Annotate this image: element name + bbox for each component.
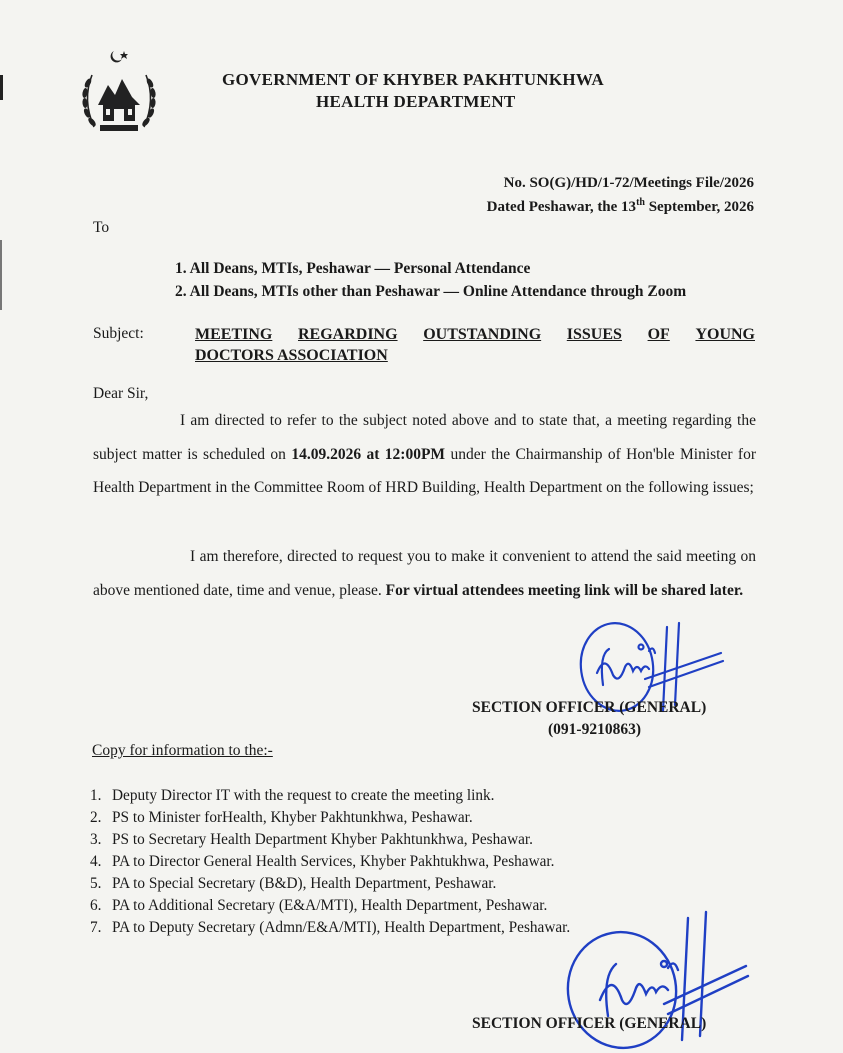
addressee-2: 2. All Deans, MTIs other than Peshawar — Online Attendance through Zoom [175,283,687,300]
copy-list-number: 5. [90,875,102,892]
subject-word: ISSUES [566,326,622,343]
scan-edge-mark [0,240,2,310]
copy-list-item [90,829,570,851]
subject-word: REGARDING [297,326,398,343]
subject-label: Subject: [93,325,144,342]
copy-list-number: 4. [90,853,102,870]
salutation: Dear Sir, [93,385,149,402]
subject-heading [195,324,755,366]
copy-list-item [90,807,570,829]
signature-1-phone: (091-9210863) [548,721,641,738]
copy-list-item [90,873,570,895]
copy-list-number: 2. [90,809,102,826]
body-paragraph-2: I am therefore, directed to request you to make it convenient to attend the said meeting on above mentioned date, time and venue, please. For virtual attendees meeting link will be shared later. [93,548,756,599]
copy-list-item [90,785,570,807]
copy-list-item [90,895,570,917]
to-label: To [93,219,110,236]
signature-2-title: SECTION OFFICER (GENERAL) [472,1015,707,1032]
copy-list-text: PA to Deputy Secretary (Admn/E&A/MTI), Health Department, Peshawar. [112,919,571,936]
copy-list-text: PS to Secretary Health Department Khyber Pakhtunkhwa, Peshawar. [112,831,533,848]
subject-word: MEETING [195,326,273,343]
subject-line-1 [195,324,755,345]
copy-list-number: 7. [90,919,102,936]
subject-line-2: DOCTORS ASSOCIATION [195,347,388,364]
copy-list-text: PA to Additional Secretary (E&A/MTI), Health Department, Peshawar. [112,897,548,914]
copy-heading: Copy for information to the:- [92,742,273,759]
reference-number: No. SO(G)/HD/1-72/Meetings File/2026 [503,175,754,191]
subject-word: YOUNG [695,326,755,343]
subject-word: OF [647,326,670,343]
copy-list-item [90,851,570,873]
signature-1-title: SECTION OFFICER (GENERAL) [472,699,707,716]
letterhead-department: HEALTH DEPARTMENT [316,92,516,111]
copy-list-text: PA to Special Secretary (B&D), Health Department, Peshawar. [112,875,497,892]
copy-list [90,785,570,939]
body-paragraph-1: I am directed to refer to the subject noted above and to state that, a meeting regarding the subject matter is scheduled on 14.09.2026 at 12:00PM under the Chairmanship of Hon'ble Minister for Health Department in the Committee Room of HRD Building, Health Department on the following issues; [93,412,757,496]
copy-list-text: PS to Minister forHealth, Khyber Pakhtunkhwa, Peshawar. [112,809,473,826]
copy-list-text: Deputy Director IT with the request to create the meeting link. [112,787,495,804]
reference-date: Dated Peshawar, the 13th September, 2026 [486,197,754,215]
subject-word: OUTSTANDING [423,326,542,343]
copy-list-number: 1. [90,787,102,804]
copy-list-item [90,917,570,939]
copy-list-text: PA to Director General Health Services, Khyber Pakhtukhwa, Peshawar. [112,853,555,870]
government-emblem-icon [78,45,160,145]
letterhead-government: GOVERNMENT OF KHYBER PAKHTUNKHWA [222,70,604,89]
copy-list-number: 6. [90,897,102,914]
addressee-1: 1. All Deans, MTIs, Peshawar — Personal Attendance [175,260,531,277]
scan-edge-mark [0,75,3,100]
copy-list-number: 3. [90,831,102,848]
